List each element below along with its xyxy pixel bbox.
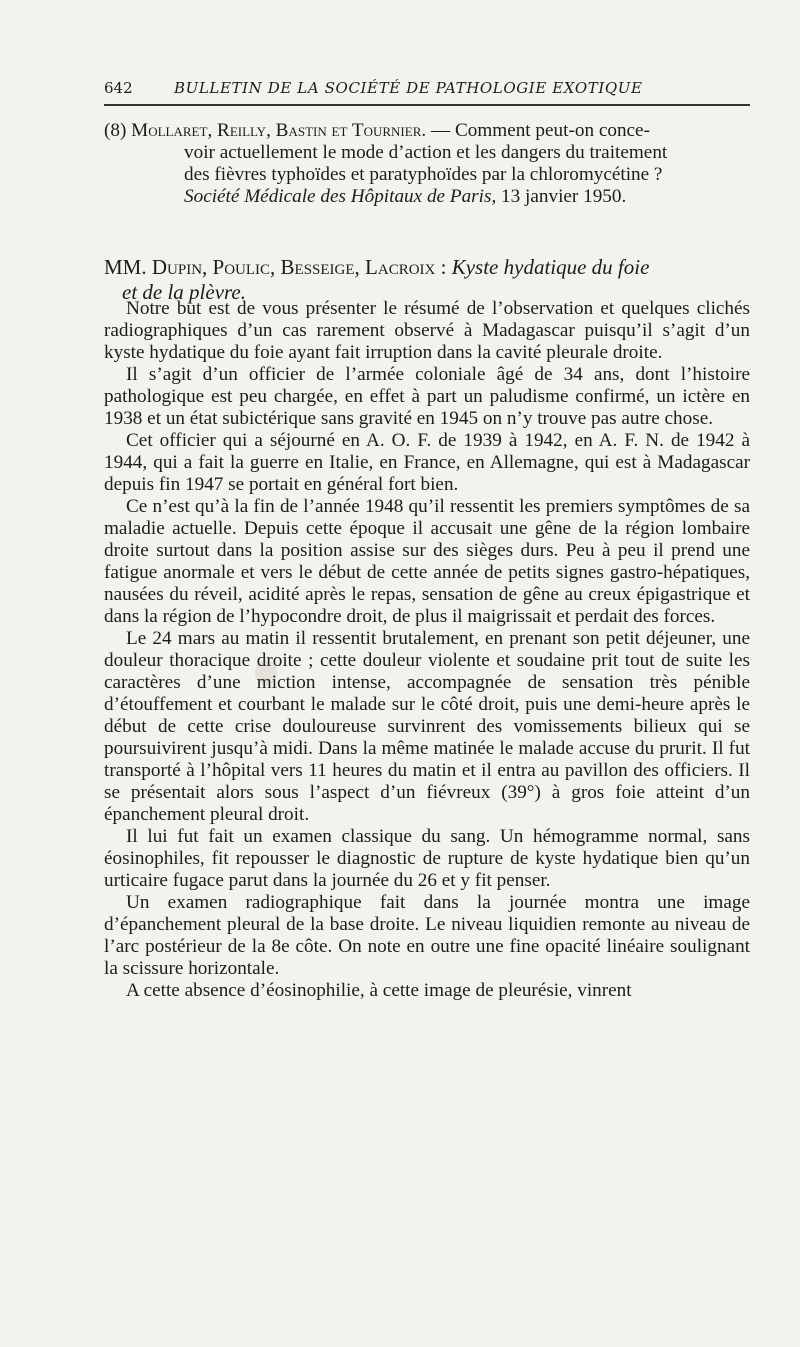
reference-title-line-2: voir actuellement le mode d’action et les dangers du traitement: [184, 142, 668, 163]
paragraph: Cet officier qui a séjourné en A. O. F. de 1939 à 1942, en A. F. N. de 1942 à 1944, qui a fait la guerre en Italie, en France, en Allemagne, qui est à Madagascar depuis fin 1947 se portait en général fort bien.: [104, 430, 750, 495]
reference-authors: Mollaret, Reilly, Bastin et Tournier.: [131, 120, 427, 141]
reference-journal: Société Médicale des Hôpitaux de Paris,: [184, 186, 497, 207]
article-title-part-1: Kyste hydatique du foie: [451, 255, 650, 279]
article-colon: :: [440, 255, 447, 279]
reference-title-line-3: des fièvres typhoïdes et paratyphoïdes par la chloromycétine ?: [184, 164, 663, 185]
article-body: [104, 298, 750, 1002]
paragraph: Un examen radiographique fait dans la journée montra une image d’épanchement pleural de la base droite. Le niveau liquidien remonte au niveau de l’arc postérieur de la 8e côte. On note en outre une fine opacité linéaire soulignant la scissure horizontale.: [104, 892, 750, 979]
reference-number: (8): [104, 120, 127, 141]
running-title: BULLETIN DE LA SOCIÉTÉ DE PATHOLOGIE EXOTIQUE: [174, 79, 643, 97]
article-authors-prefix: MM.: [104, 255, 147, 279]
page-number: 642: [104, 79, 133, 97]
header-rule: [104, 104, 750, 106]
paragraph: Il s’agit d’un officier de l’armée coloniale âgé de 34 ans, dont l’histoire pathologique est peu chargée, en effet à part un paludisme confirmé, un ictère en 1938 et un état subictérique sans gravité en 1945 on n’y trouve pas autre chose.: [104, 364, 750, 429]
article-authors: Dupin, Poulic, Besseige, Lacroix: [151, 255, 436, 279]
article-title-part-2: et de la plèvre.: [122, 280, 247, 304]
reference-dash: —: [430, 120, 451, 141]
reference-title-line-1: Comment peut-on conce-: [454, 120, 650, 141]
running-header: [104, 76, 750, 100]
paragraph: A cette absence d’éosinophilie, à cette image de pleurésie, vinrent: [126, 980, 632, 1001]
paragraph: Ce n’est qu’à la fin de l’année 1948 qu’il ressentit les premiers symptômes de sa maladie actuelle. Depuis cette époque il accusait une gêne de la région lombaire droite surtout dans la position assise sur des sièges durs. Peu à peu il prend une fatigue anormale et vers le début de cette année de petits signes gastro-hépatiques, nausées du réveil, acidité après le repas, sensation de gêne au creux épigastrique et dans la région de l’hypocondre droit, de plus il maigrissait et perdait des forces.: [104, 496, 750, 627]
reference-date: 13 janvier 1950.: [501, 186, 627, 207]
reference-entry: [104, 120, 750, 208]
paragraph: Le 24 mars au matin il ressentit brutalement, en prenant son petit déjeuner, une douleur thoracique droite ; cette douleur violente et soudaine prit tout de suite les caractères d’une miction intense, accompagnée de sensation très pénible d’étouffement et courbant le malade sur le côté droit, puis une demi-heure après le début de cette crise douloureuse survinrent des vomissements bilieux qui se poursuivirent jusqu’à midi. Dans la même matinée le malade accuse du prurit. Il fut transporté à l’hôpital vers 11 heures du matin et il entra au pavillon des officiers. Il se présentait alors sous l’aspect d’un fiévreux (39°) à gros foie atteint d’un épanchement pleural droit.: [104, 628, 750, 825]
paper-stain: [255, 660, 277, 686]
paragraph: Notre but est de vous présenter le résumé de l’observation et quelques clichés radiographiques d’un cas rarement observé à Madagascar puisqu’il s’agit d’un kyste hydatique du foie ayant fait irruption dans la cavité pleurale droite.: [104, 298, 750, 363]
paragraph: Il lui fut fait un examen classique du sang. Un hémogramme normal, sans éosinophiles, fit repousser le diagnostic de rupture de kyste hydatique bien qu’un urticaire fugace parut dans la journée du 26 et y fit penser.: [104, 826, 750, 891]
